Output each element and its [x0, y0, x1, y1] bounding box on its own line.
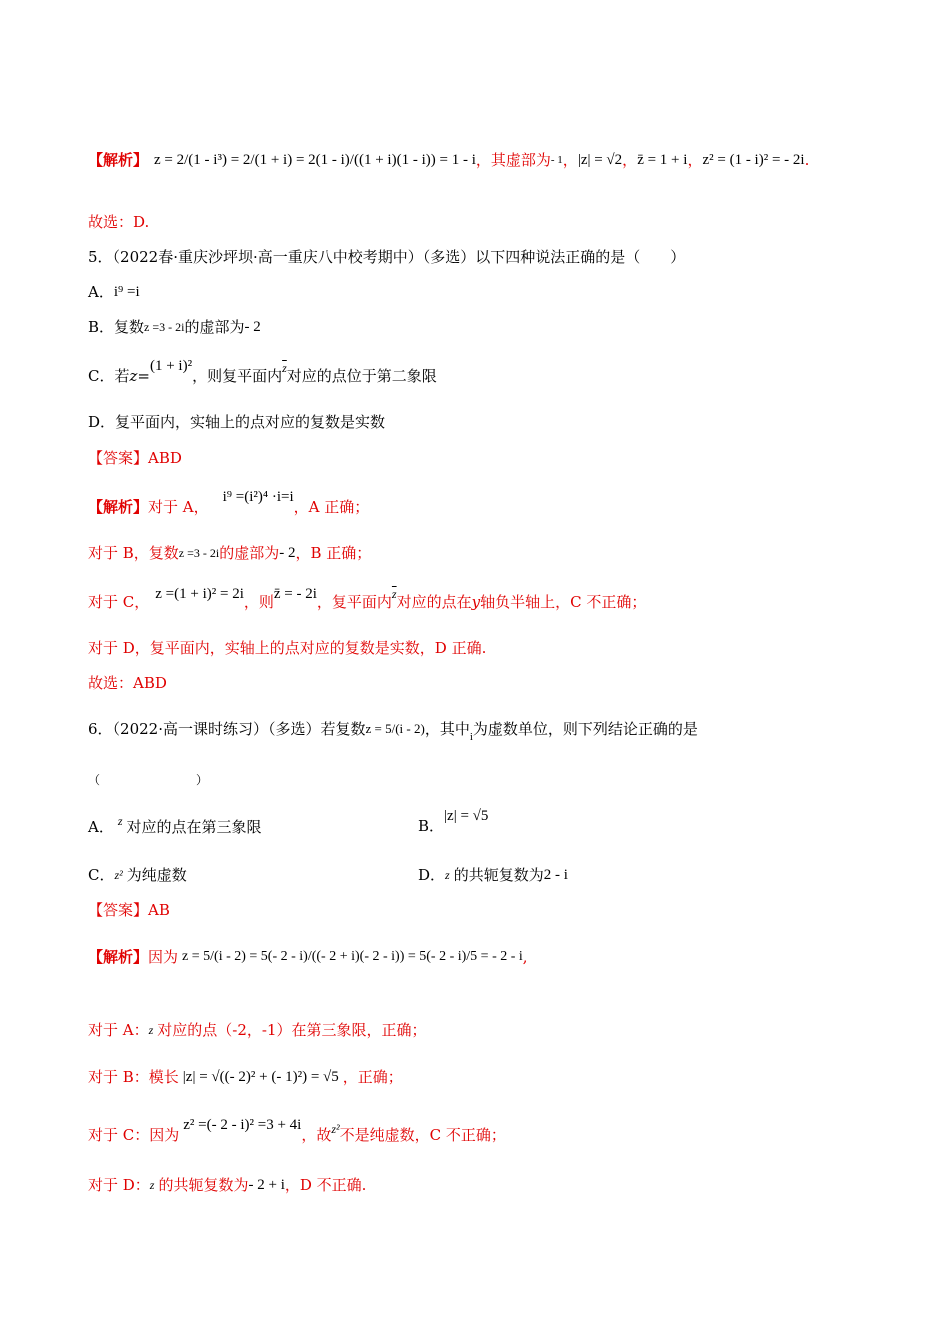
stem-text: ，其中	[424, 720, 470, 738]
solution-value: - 2	[279, 545, 296, 561]
solution-formula: z = 2/(1 - i³) = 2/(1 + i) = 2(1 - i)/((1 + i)(1 - i)) = 1 - i	[154, 152, 476, 168]
option-math: (1 + i)²	[149, 358, 193, 374]
option-zbar: $\overline{z}$	[282, 361, 287, 375]
prev-solution-line: 【解析】 z = 2/(1 - i³) = 2/(1 + i) = 2(1 - i)/((1 + i)(1 - i)) = 1 - i ，其虚部为 - 1 ， |z| = √2 ， z̄ = 1 + i ， z² = (1 - i)² = - 2i .	[88, 151, 810, 169]
q6-option-d	[418, 865, 568, 885]
solution-text: ，B 正确；	[295, 544, 372, 562]
solution-text: ，故	[301, 1126, 332, 1144]
q6-option-c	[88, 865, 187, 885]
q5-option-a	[88, 282, 140, 302]
solution-text: 对于 A：	[88, 1021, 149, 1039]
solution-var: y	[471, 593, 481, 611]
q5-solution-b	[88, 543, 371, 563]
solution-text: 的共轭复数为	[158, 1176, 249, 1194]
solution-var: z	[148, 1023, 154, 1037]
solution-text: 对于 B：模长	[88, 1068, 179, 1086]
option-text: 的虚部为	[184, 318, 245, 336]
solution-text: 对应的点（-2，-1）在第三象限，正确；	[157, 1021, 427, 1039]
solution-math: z̄ = - 2i	[273, 586, 317, 602]
q6-option-a	[88, 810, 262, 844]
solution-math: z = 5/(i - 2) = 5(- 2 - i)/((- 2 + i)(- 2 - i)) = 5(- 2 - i)/5 = - 2 - i	[182, 949, 523, 964]
solution-text: 对于 A，	[148, 498, 209, 516]
option-var: z²	[114, 868, 123, 882]
solution-text: ，A 正确；	[293, 498, 370, 516]
option-label: B．	[418, 817, 445, 835]
q6-paren: （ ）	[88, 773, 209, 787]
option-label: A．	[88, 283, 114, 301]
option-text: ，则复平面内	[192, 367, 283, 385]
option-label: D．	[418, 866, 446, 884]
solution-label: 【解析】	[88, 498, 149, 516]
stem-text: 为虚数单位，则下列结论正确的是	[472, 720, 698, 738]
q6-stem	[88, 708, 698, 750]
option-text: 的共轭复数为	[453, 866, 544, 884]
q6-answer: 【答案】AB	[88, 901, 170, 919]
stem-i: i	[469, 731, 473, 743]
solution-text: 对于 C：因为	[88, 1126, 180, 1144]
q5-solution-a	[88, 490, 369, 524]
option-text: 为纯虚数	[126, 866, 187, 884]
stem-text: 6．（2022·高一课时练习）（多选）若复数	[88, 720, 366, 738]
square: z² = (1 - i)² = - 2i	[702, 152, 805, 168]
q6-solution-b	[88, 1062, 403, 1092]
solution-text: 因为	[148, 948, 179, 966]
conjugate: z̄ = 1 + i	[637, 152, 688, 168]
solution-math: - 2 + i	[248, 1177, 285, 1193]
option-text: 对应的点在第三象限	[126, 818, 262, 836]
solution-text: 对应的点在	[396, 593, 472, 611]
solution-math: i⁹ =(i²)⁴ ·i=i	[222, 489, 294, 505]
option-var: z=	[129, 367, 150, 385]
solution-text: 的虚部为	[219, 544, 280, 562]
solution-label: 【解析】	[88, 948, 149, 966]
imag-part: - 1	[550, 154, 563, 166]
q5-stem: 5．（2022春·重庆沙坪坝·高一重庆八中校考期中）（多选）以下四种说法正确的是（ ）	[88, 248, 686, 266]
q5-solution-c	[88, 585, 646, 619]
q5-answer: 【答案】ABD	[88, 449, 182, 467]
solution-math: z² =(- 2 - i)² =3 + 4i	[183, 1117, 302, 1133]
option-math: |z| = √5	[444, 808, 489, 824]
option-label: C．若	[88, 367, 130, 385]
q5-option-b	[88, 317, 261, 337]
q5-option-c	[88, 358, 437, 394]
q6-solution-intro	[88, 935, 528, 979]
q5-solution-d: 对于 D，复平面内，实轴上的点对应的复数是实数，D 正确.	[88, 639, 487, 657]
q6-solution-d	[88, 1175, 366, 1195]
q6-option-b	[418, 806, 488, 846]
q5-final: 故选：ABD	[88, 674, 167, 692]
option-text: 对应的点位于第二象限	[286, 367, 437, 385]
q6-solution-c	[88, 1115, 506, 1155]
solution-text: ，则	[243, 593, 274, 611]
solution-text: ，D 不正确.	[284, 1176, 367, 1194]
stem-math: z = 5/(i - 2)	[365, 721, 425, 736]
option-var: z	[445, 868, 450, 882]
solution-label: 【解析】	[88, 151, 149, 169]
option-label: A．	[88, 818, 114, 836]
solution-text: ，其虚部为	[475, 151, 551, 169]
q5-option-d: D．复平面内，实轴上的点对应的复数是实数	[88, 413, 386, 431]
option-value: - 2	[244, 319, 261, 335]
solution-math: z =3 - 2i	[178, 546, 220, 560]
solution-math: |z| = √((- 2)² + (- 1)²) = √5	[182, 1069, 339, 1085]
option-math: z =3 - 2i	[144, 320, 185, 334]
solution-text: ，复平面内	[316, 593, 392, 611]
q6-solution-a	[88, 1020, 427, 1040]
solution-text: 对于 C，	[88, 593, 150, 611]
solution-zbar: $\overline{z}$	[391, 587, 397, 601]
option-label: B．复数	[88, 318, 145, 336]
solution-text: 对于 D：	[88, 1176, 150, 1194]
prev-answer: 故选：D.	[88, 213, 150, 231]
option-var: z	[117, 814, 123, 828]
solution-var: z²	[331, 1122, 340, 1136]
solution-text: 轴负半轴上，C 不正确；	[480, 593, 647, 611]
solution-var: z	[149, 1178, 155, 1192]
option-label: C．	[88, 866, 115, 884]
option-math: 2 - i	[543, 867, 568, 883]
period: .	[804, 151, 810, 169]
solution-text: 不是纯虚数，C 不正确；	[339, 1126, 506, 1144]
modulus: |z| = √2	[577, 152, 623, 168]
solution-math: z =(1 + i)² = 2i	[155, 586, 244, 602]
solution-text: 对于 B，复数	[88, 544, 179, 562]
solution-text: ，正确；	[342, 1068, 403, 1086]
option-math: i⁹ =i	[113, 284, 140, 300]
solution-text: ,	[522, 948, 528, 966]
